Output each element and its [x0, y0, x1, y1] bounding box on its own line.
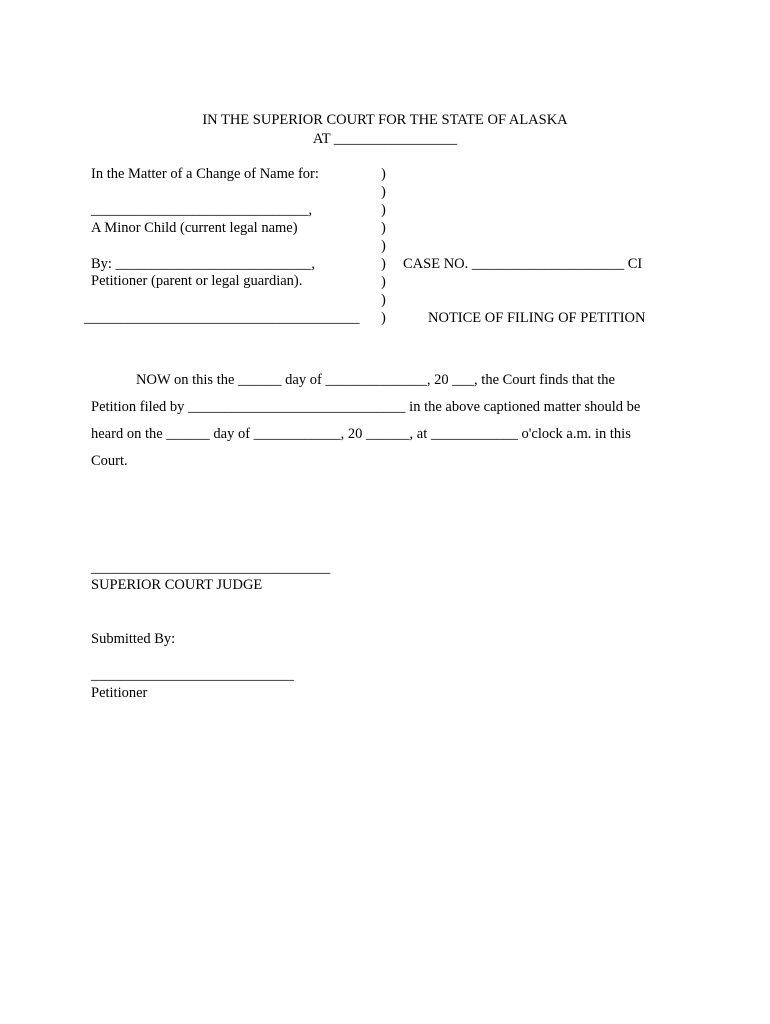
caption-paren: ): [381, 310, 386, 326]
petitioner-signature-line: ____________________________: [91, 667, 294, 683]
petitioner-label: Petitioner (parent or legal guardian).: [91, 273, 303, 289]
petitioner-signature-label: Petitioner: [91, 685, 148, 701]
judge-label: SUPERIOR COURT JUDGE: [91, 577, 263, 593]
caption-paren: ): [381, 220, 386, 236]
minor-name-blank: ______________________________,: [91, 202, 313, 218]
caption-paren: ): [381, 166, 386, 182]
case-number: CASE NO. _____________________ CI: [403, 256, 643, 272]
body-line-4: Court.: [91, 453, 128, 469]
matter-label: In the Matter of a Change of Name for:: [91, 166, 319, 182]
court-location-line: AT _________________: [312, 131, 458, 147]
submitted-by-label: Submitted By:: [91, 631, 176, 647]
court-title: IN THE SUPERIOR COURT FOR THE STATE OF ALASKA: [202, 112, 568, 128]
caption-paren: ): [381, 274, 386, 290]
caption-bottom-blank: ______________________________________: [84, 310, 360, 326]
document-title: NOTICE OF FILING OF PETITION: [428, 310, 646, 326]
minor-child-label: A Minor Child (current legal name): [91, 220, 298, 236]
judge-signature-line: _________________________________: [91, 560, 331, 576]
body-line-3: heard on the ______ day of ____________, 20 ______, at ____________ o'clock a.m. in this: [91, 426, 631, 442]
caption-paren: ): [381, 292, 386, 308]
caption-paren: ): [381, 238, 386, 254]
petitioner-by-line: By: ___________________________,: [91, 256, 315, 272]
body-line-2: Petition filed by ______________________________ in the above captioned matter should be: [91, 399, 641, 415]
caption-paren: ): [381, 202, 386, 218]
body-line-1: NOW on this the ______ day of ______________, 20 ___, the Court finds that the: [136, 372, 615, 388]
caption-paren: ): [381, 184, 386, 200]
caption-paren: ): [381, 256, 386, 272]
